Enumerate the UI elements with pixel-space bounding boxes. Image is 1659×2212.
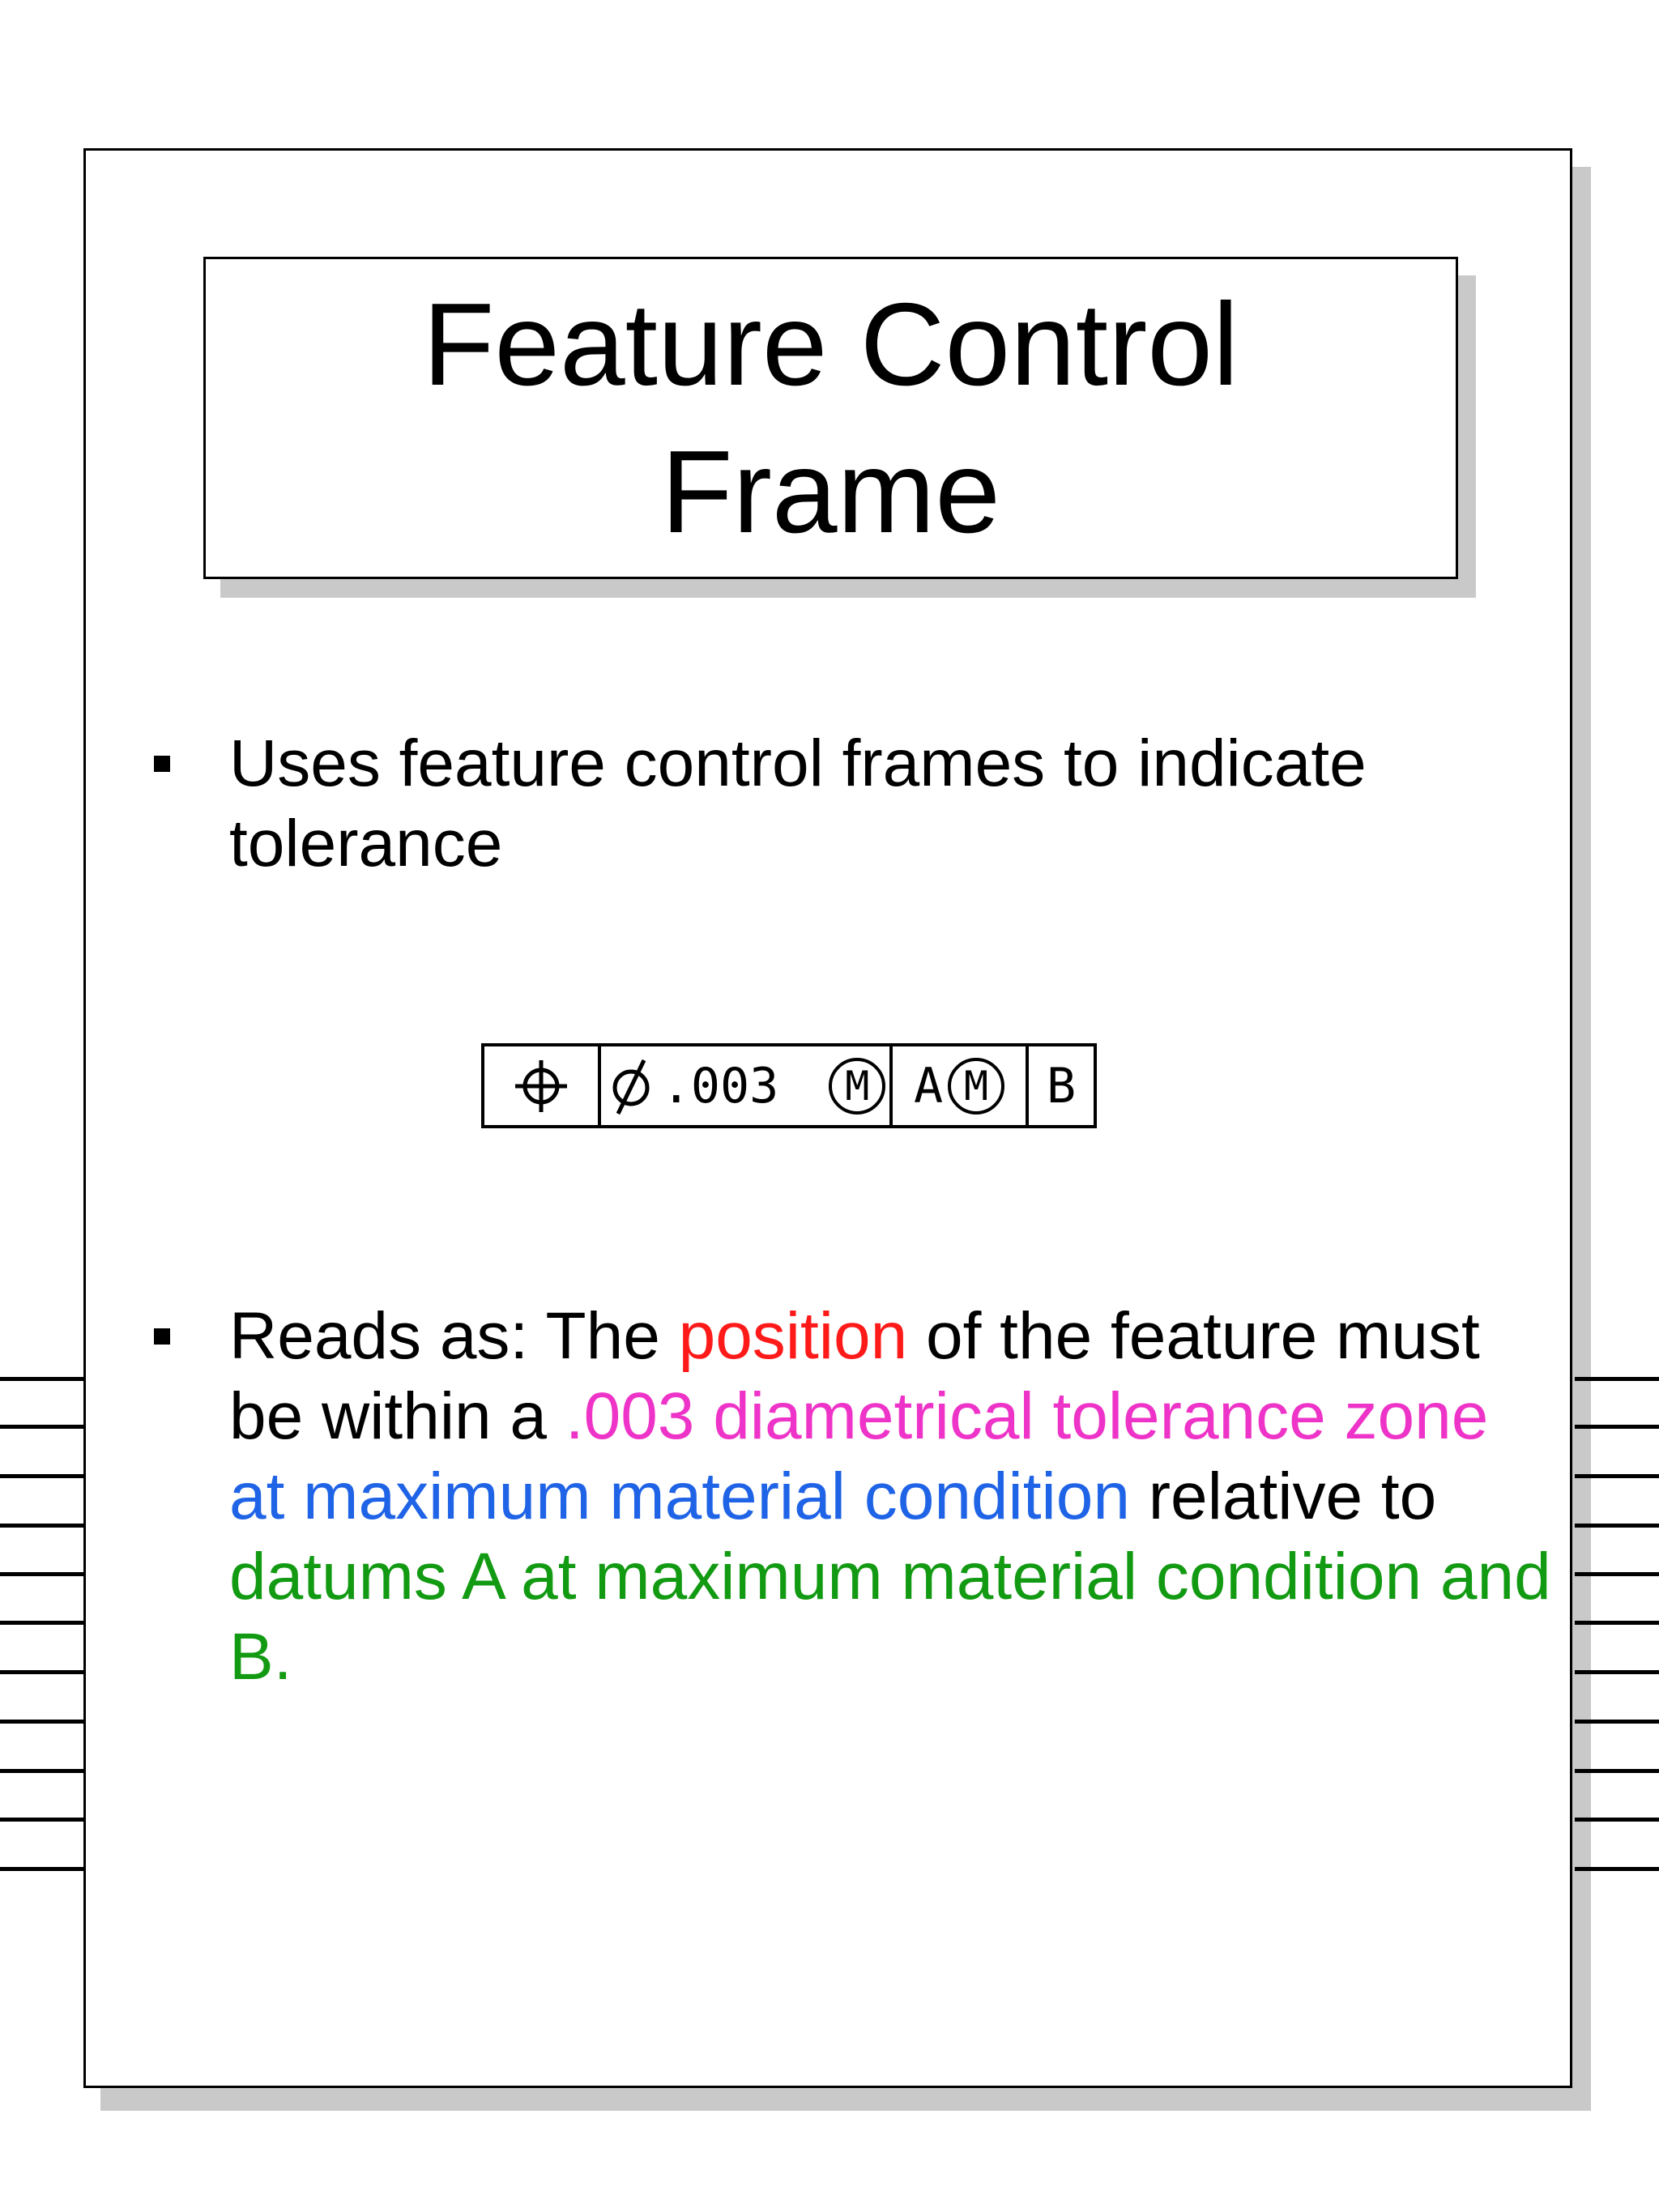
bullet-square-icon	[154, 756, 170, 772]
tick	[0, 1818, 84, 1822]
bullet-2-segment-position: position	[678, 1299, 908, 1373]
mmc-modifier-icon: M	[829, 1058, 885, 1115]
bullet-2-text	[229, 1296, 1558, 1697]
tick	[0, 1425, 84, 1429]
bullet-2-segment-datums: datums A at maximum material condition and B.	[229, 1540, 1551, 1694]
bullet-2-segment: relative to	[1129, 1460, 1437, 1533]
tick	[0, 1670, 84, 1674]
tick	[0, 1867, 84, 1871]
datum-a-label: A	[913, 1057, 944, 1115]
datum-b-label: B	[1046, 1057, 1077, 1115]
tick	[1575, 1867, 1659, 1871]
bullet-1-text: Uses feature control frames to indicate tolerance	[229, 727, 1367, 880]
tick	[0, 1572, 84, 1576]
tick	[1575, 1572, 1659, 1576]
tick	[0, 1474, 84, 1478]
diameter-icon	[605, 1055, 657, 1117]
tick	[1575, 1425, 1659, 1429]
title-box	[203, 257, 1458, 579]
tick	[0, 1769, 84, 1773]
fcf-characteristic-cell	[484, 1046, 601, 1125]
tick	[1575, 1769, 1659, 1773]
fcf-datum-a-cell	[893, 1046, 1029, 1125]
title-line-2: Frame	[661, 426, 1000, 557]
tick	[1575, 1474, 1659, 1478]
tick	[0, 1524, 84, 1528]
tick	[1575, 1377, 1659, 1381]
tick	[0, 1377, 84, 1381]
bullet-2-segment: Reads as: The	[229, 1299, 679, 1373]
bullet-square-icon	[154, 1328, 170, 1345]
feature-control-frame	[481, 1043, 1097, 1128]
tick	[1575, 1524, 1659, 1528]
bullet-2-segment-tolerance-zone: .003 diametrical tolerance zone	[565, 1379, 1489, 1453]
tick	[0, 1720, 84, 1724]
position-icon	[512, 1057, 570, 1115]
fcf-datum-b-cell	[1029, 1046, 1094, 1125]
tick	[1575, 1818, 1659, 1822]
fcf-tolerance-cell	[601, 1046, 893, 1125]
tick	[1575, 1670, 1659, 1674]
tick	[1575, 1621, 1659, 1625]
tick	[1575, 1720, 1659, 1724]
tolerance-value: .003	[661, 1057, 779, 1115]
datum-a-mmc-modifier-icon: M	[948, 1058, 1004, 1115]
bullet-2-segment: of the feature must be within a	[229, 1299, 1480, 1453]
title-line-1: Feature Control	[422, 279, 1239, 410]
bullet-2-segment-mmc: at maximum material condition	[229, 1460, 1130, 1533]
tick	[0, 1621, 84, 1625]
